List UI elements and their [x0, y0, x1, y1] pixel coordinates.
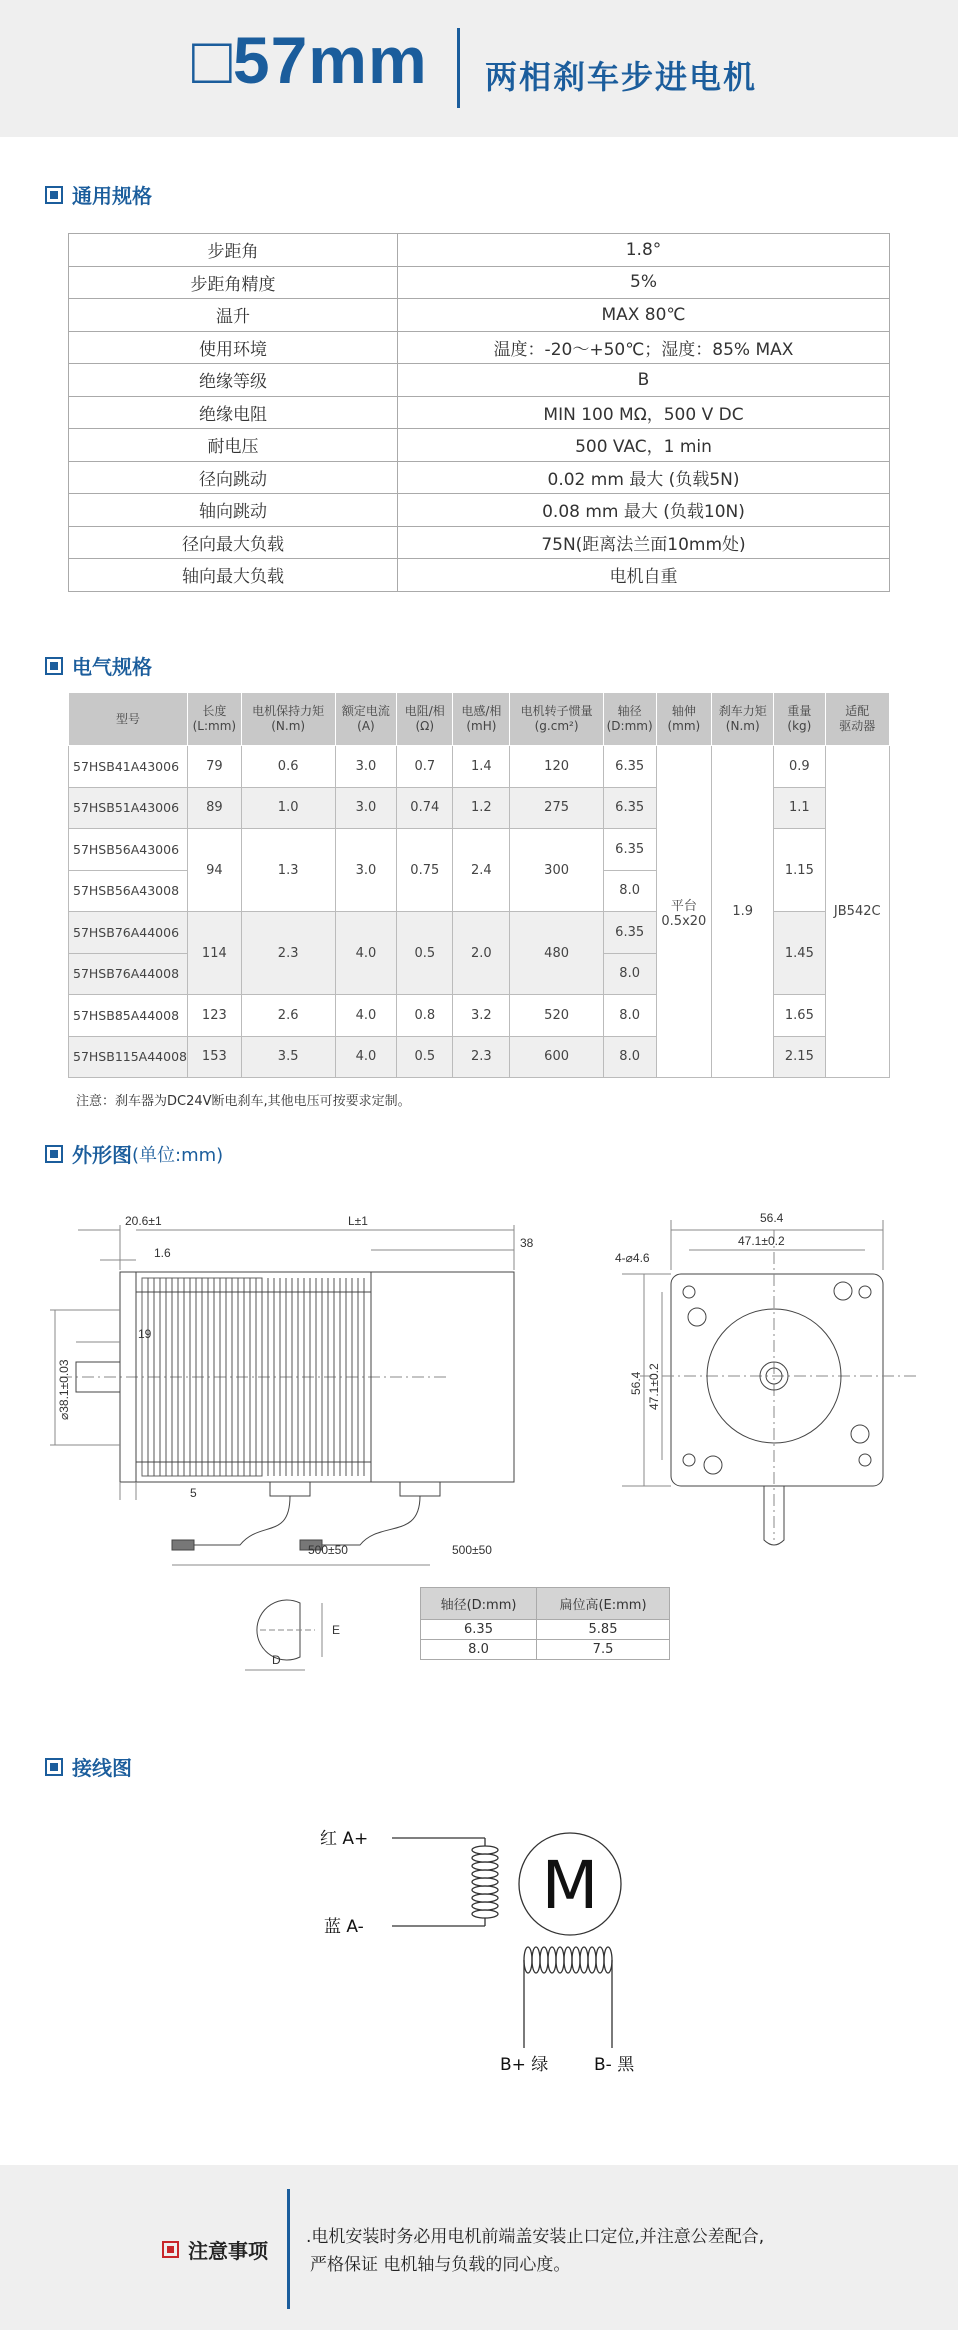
dim-38: 38 — [520, 1236, 534, 1250]
table-row: 57HSB76A44008 8.0 — [69, 953, 890, 995]
spec-row — [69, 234, 890, 267]
spec-value: 0.08 mm 最大 (负载10N) — [398, 494, 890, 527]
footer-divider — [287, 2189, 290, 2309]
spec-value: 温度：-20～+50℃；湿度：85% MAX — [398, 331, 890, 364]
header-banner — [0, 0, 958, 137]
dim-56-4: 56.4 — [760, 1211, 784, 1225]
spec-value: 500 VAC，1 min — [398, 429, 890, 462]
dim-4-holes: 4-⌀4.6 — [615, 1251, 650, 1265]
section-general-title — [45, 180, 152, 209]
notice-square-icon — [162, 2241, 179, 2258]
product-name: 两相刹车步进电机 — [485, 58, 758, 96]
shaft-section-view — [245, 1600, 322, 1670]
notice-title: 注意事项 — [162, 2235, 268, 2264]
dim-5: 5 — [190, 1486, 197, 1500]
spec-label: 步距角精度 — [69, 266, 398, 299]
section-electrical-title — [45, 651, 152, 680]
dim-1-6: 1.6 — [154, 1246, 171, 1260]
dim-dia38: ⌀38.1±0.03 — [57, 1359, 71, 1420]
section-square-icon — [45, 1145, 63, 1163]
model-cell: 57HSB56A43006 — [69, 829, 188, 871]
table-row: 57HSB85A44008 123 2.6 4.0 0.8 3.2 520 8.0 1.65 — [69, 995, 890, 1037]
spec-row — [69, 429, 890, 462]
extension-cell: 平台 0.5x20 — [656, 746, 712, 1078]
col-length: 长度 (L:mm) — [188, 693, 242, 746]
dim-L: L±1 — [348, 1214, 368, 1228]
brake-cell: 1.9 — [712, 746, 774, 1078]
table-header-row — [69, 693, 890, 746]
table-row: 57HSB76A44006 114 2.3 4.0 0.5 2.0 480 6.35 1.45 — [69, 912, 890, 954]
spec-row — [69, 331, 890, 364]
section-square-icon — [45, 186, 63, 204]
header-divider — [457, 28, 460, 108]
model-cell: 57HSB76A44008 — [69, 953, 188, 995]
dim-19: 19 — [138, 1327, 152, 1341]
wire-a-plus: 红 A+ — [320, 1829, 369, 1849]
spec-row — [69, 266, 890, 299]
spec-value: 75N(距离法兰面10mm处) — [398, 526, 890, 559]
spec-label: 轴向最大负载 — [69, 559, 398, 592]
shaft-dimension-table — [420, 1587, 670, 1660]
spec-label: 径向最大负载 — [69, 526, 398, 559]
table-row: 57HSB56A43006 94 1.3 3.0 0.75 2.4 300 6.35 1.15 — [69, 829, 890, 871]
section-label: 外形图 — [72, 1143, 132, 1167]
spec-value: B — [398, 364, 890, 397]
dim-20-6: 20.6±1 — [125, 1214, 162, 1228]
model-cell: 57HSB56A43008 — [69, 870, 188, 912]
col-extension: 轴伸 (mm) — [656, 693, 712, 746]
dim-47-1: 47.1±0.2 — [738, 1234, 785, 1248]
model-cell: 57HSB41A43006 — [69, 746, 188, 788]
spec-label: 绝缘电阻 — [69, 396, 398, 429]
unit-label: (单位:mm) — [132, 1144, 224, 1166]
front-view — [622, 1220, 920, 1545]
col-resistance: 电阻/相 (Ω) — [397, 693, 453, 746]
col-torque: 电机保持力矩 (N.m) — [241, 693, 335, 746]
general-spec-table — [68, 233, 890, 592]
dim-47-1-vertical: 47.1±0.2 — [647, 1363, 661, 1410]
section-label: 电气规格 — [72, 655, 152, 679]
table-row: 8.0 7.5 — [421, 1640, 670, 1660]
spec-row — [69, 559, 890, 592]
notice-text: .电机安装时务必用电机前端盖安装止口定位,并注意公差配合, 严格保证 电机轴与负载的同心度。 — [306, 2227, 765, 2275]
col-shaft: 轴径 (D:mm) — [603, 693, 656, 746]
side-view — [50, 1225, 514, 1565]
table-header-row: 轴径(D:mm) 扁位高(E:mm) — [421, 1588, 670, 1620]
coil-b — [524, 1947, 612, 1973]
col-inertia: 电机转子惯量 (g.cm²) — [510, 693, 603, 746]
table-row: 6.35 5.85 — [421, 1620, 670, 1640]
spec-row — [69, 461, 890, 494]
col-model: 型号 — [69, 693, 188, 746]
spec-label: 步距角 — [69, 234, 398, 267]
spec-value: 1.8° — [398, 234, 890, 267]
model-cell: 57HSB51A43006 — [69, 787, 188, 829]
col-inductance: 电感/相 (mH) — [453, 693, 510, 746]
spec-label: 绝缘等级 — [69, 364, 398, 397]
spec-row — [69, 299, 890, 332]
spec-label: 轴向跳动 — [69, 494, 398, 527]
spec-value: MIN 100 MΩ，500 V DC — [398, 396, 890, 429]
dim-E: E — [332, 1623, 341, 1637]
electrical-spec-table — [68, 692, 890, 1078]
table-row: 57HSB56A43008 8.0 — [69, 870, 890, 912]
col-weight: 重量 (kg) — [774, 693, 825, 746]
driver-cell: JB542C — [825, 746, 890, 1078]
section-square-icon — [45, 1758, 63, 1776]
wire-b-minus: B- 黑 — [594, 2055, 635, 2075]
col-driver: 适配 驱动器 — [825, 693, 890, 746]
dim-500-a: 500±50 — [308, 1543, 348, 1557]
dim-56-4-vertical: 56.4 — [629, 1371, 643, 1395]
wire-a-minus: 蓝 A- — [324, 1917, 364, 1937]
spec-value: 电机自重 — [398, 559, 890, 592]
spec-value: 0.02 mm 最大 (负载5N) — [398, 461, 890, 494]
model-title: □57mm — [192, 23, 428, 97]
coil-a — [472, 1846, 498, 1918]
spec-row — [69, 396, 890, 429]
model-cell: 57HSB115A44008 — [69, 1036, 188, 1078]
table-row: 57HSB41A43006 79 0.6 3.0 0.7 1.4 120 6.35 平台 0.5x20 1.9 0.9 JB542C — [69, 746, 890, 788]
dim-D: D — [272, 1653, 281, 1667]
section-wiring-title — [45, 1752, 132, 1781]
motor-label: M — [541, 1847, 599, 1924]
spec-value: 5% — [398, 266, 890, 299]
dim-500-b: 500±50 — [452, 1543, 492, 1557]
spec-row — [69, 494, 890, 527]
spec-label: 径向跳动 — [69, 461, 398, 494]
section-square-icon — [45, 657, 63, 675]
section-label: 通用规格 — [72, 184, 152, 208]
footer-notice — [0, 2165, 958, 2330]
spec-label: 温升 — [69, 299, 398, 332]
spec-label: 使用环境 — [69, 331, 398, 364]
section-label: 接线图 — [72, 1756, 132, 1780]
spec-row — [69, 526, 890, 559]
model-cell: 57HSB76A44006 — [69, 912, 188, 954]
spec-label: 耐电压 — [69, 429, 398, 462]
model-cell: 57HSB85A44008 — [69, 995, 188, 1037]
brake-note: 注意：刹车器为DC24V断电刹车,其他电压可按要求定制。 — [76, 1094, 411, 1109]
wiring-diagram — [300, 1810, 680, 2080]
wire-b-plus: B+ 绿 — [500, 2055, 549, 2075]
table-row: 57HSB115A44008 153 3.5 4.0 0.5 2.3 600 8.0 2.15 — [69, 1036, 890, 1078]
section-outline-title — [45, 1139, 223, 1168]
spec-value: MAX 80℃ — [398, 299, 890, 332]
col-brake: 刹车力矩 (N.m) — [712, 693, 774, 746]
col-current: 额定电流 (A) — [335, 693, 397, 746]
spec-row — [69, 364, 890, 397]
table-row: 57HSB51A43006 89 1.0 3.0 0.74 1.2 275 6.35 1.1 — [69, 787, 890, 829]
